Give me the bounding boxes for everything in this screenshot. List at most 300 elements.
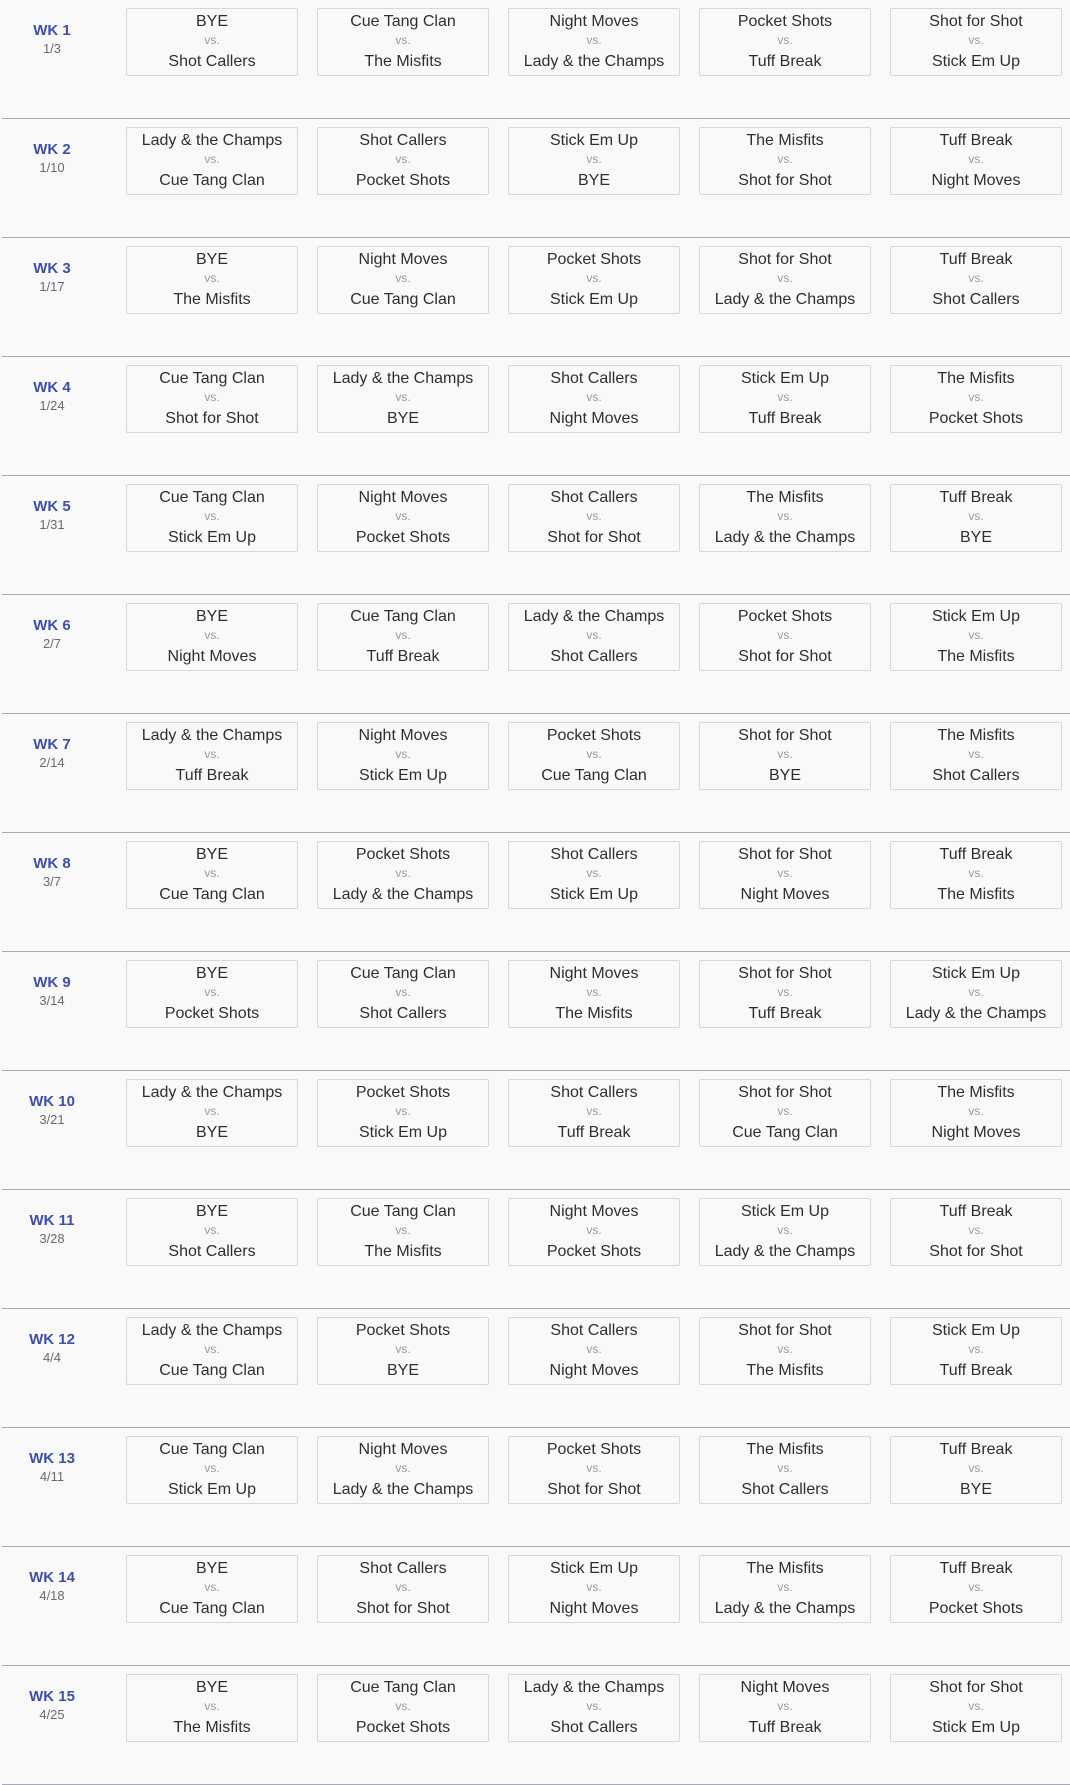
away-team: Pocket Shots — [355, 1719, 451, 1736]
match-card — [508, 484, 680, 552]
away-team: The Misfits — [173, 291, 251, 308]
versus-label: vs. — [777, 1580, 793, 1594]
match-card — [317, 1674, 489, 1742]
week-number: WK 6 — [33, 617, 71, 634]
away-team: Tuff Break — [748, 1005, 822, 1022]
away-team: Stick Em Up — [549, 291, 638, 308]
week-date: 1/17 — [39, 279, 65, 294]
week-row — [0, 714, 1070, 833]
home-team: Tuff Break — [939, 489, 1013, 506]
versus-label: vs. — [586, 390, 602, 404]
versus-label: vs. — [968, 985, 984, 999]
home-team: Stick Em Up — [549, 1560, 638, 1577]
match-card — [508, 8, 680, 76]
away-team: Lady & the Champs — [714, 1600, 856, 1617]
versus-label: vs. — [204, 1104, 220, 1118]
match-card — [699, 484, 871, 552]
away-team: Lady & the Champs — [332, 1481, 474, 1498]
week-label — [0, 1428, 104, 1506]
away-team: BYE — [386, 1362, 419, 1379]
versus-label: vs. — [586, 1461, 602, 1475]
match-card — [317, 8, 489, 76]
versus-label: vs. — [968, 628, 984, 642]
home-team: BYE — [195, 846, 228, 863]
match-card — [699, 960, 871, 1028]
home-team: BYE — [195, 608, 228, 625]
away-team: Shot Callers — [932, 291, 1020, 308]
home-team: The Misfits — [746, 132, 824, 149]
away-team: Lady & the Champs — [714, 1243, 856, 1260]
versus-label: vs. — [777, 509, 793, 523]
away-team: Stick Em Up — [931, 1719, 1020, 1736]
versus-label: vs. — [395, 509, 411, 523]
versus-label: vs. — [395, 1104, 411, 1118]
away-team: BYE — [195, 1124, 228, 1141]
week-number: WK 2 — [33, 141, 71, 158]
versus-label: vs. — [968, 1342, 984, 1356]
match-card — [317, 1436, 489, 1504]
match-card — [699, 246, 871, 314]
versus-label: vs. — [586, 1223, 602, 1237]
week-date: 1/31 — [39, 517, 65, 532]
away-team: Shot Callers — [550, 1719, 638, 1736]
match-card — [890, 960, 1062, 1028]
home-team: Pocket Shots — [355, 1322, 451, 1339]
week-label — [0, 1190, 104, 1268]
week-date: 3/21 — [39, 1112, 65, 1127]
week-row — [0, 1309, 1070, 1428]
away-team: Shot Callers — [168, 1243, 256, 1260]
away-team: BYE — [959, 1481, 992, 1498]
versus-label: vs. — [204, 271, 220, 285]
versus-label: vs. — [968, 33, 984, 47]
week-row — [0, 1071, 1070, 1190]
versus-label: vs. — [968, 509, 984, 523]
versus-label: vs. — [395, 628, 411, 642]
match-card — [508, 1079, 680, 1147]
match-card — [317, 722, 489, 790]
match-card — [126, 1079, 298, 1147]
versus-label: vs. — [586, 1580, 602, 1594]
away-team: Tuff Break — [366, 648, 440, 665]
home-team: Cue Tang Clan — [350, 1203, 456, 1220]
versus-label: vs. — [777, 1223, 793, 1237]
away-team: The Misfits — [173, 1719, 251, 1736]
home-team: The Misfits — [746, 1560, 824, 1577]
versus-label: vs. — [777, 390, 793, 404]
versus-label: vs. — [777, 1342, 793, 1356]
home-team: Stick Em Up — [740, 1203, 829, 1220]
week-date: 1/10 — [39, 160, 65, 175]
home-team: Night Moves — [549, 13, 639, 30]
match-card — [508, 246, 680, 314]
home-team: Shot for Shot — [929, 1679, 1023, 1696]
home-team: Shot Callers — [550, 370, 638, 387]
away-team: Tuff Break — [557, 1124, 631, 1141]
match-card — [508, 1436, 680, 1504]
home-team: Stick Em Up — [931, 608, 1020, 625]
versus-label: vs. — [777, 271, 793, 285]
away-team: Shot for Shot — [547, 529, 641, 546]
week-number: WK 11 — [29, 1212, 75, 1229]
away-team: Cue Tang Clan — [159, 1362, 265, 1379]
home-team: Night Moves — [740, 1679, 830, 1696]
week-date: 3/7 — [42, 874, 62, 889]
home-team: Lady & the Champs — [523, 608, 665, 625]
away-team: Shot Callers — [741, 1481, 829, 1498]
home-team: Cue Tang Clan — [159, 370, 265, 387]
week-label — [0, 714, 104, 792]
week-label — [0, 1309, 104, 1387]
week-date: 3/28 — [39, 1231, 65, 1246]
match-card — [508, 960, 680, 1028]
week-row — [0, 238, 1070, 357]
week-row — [0, 1666, 1070, 1785]
match-card — [890, 1079, 1062, 1147]
week-number: WK 10 — [29, 1093, 75, 1110]
away-team: Pocket Shots — [546, 1243, 642, 1260]
home-team: Night Moves — [358, 251, 448, 268]
versus-label: vs. — [395, 1342, 411, 1356]
match-card — [508, 841, 680, 909]
week-date: 4/11 — [39, 1469, 65, 1484]
match-card — [126, 1198, 298, 1266]
match-card — [126, 365, 298, 433]
versus-label: vs. — [586, 152, 602, 166]
home-team: Tuff Break — [939, 846, 1013, 863]
home-team: Cue Tang Clan — [159, 489, 265, 506]
match-card — [126, 1555, 298, 1623]
home-team: Stick Em Up — [931, 965, 1020, 982]
versus-label: vs. — [586, 866, 602, 880]
match-card — [890, 246, 1062, 314]
home-team: The Misfits — [746, 489, 824, 506]
home-team: Lady & the Champs — [141, 1322, 283, 1339]
away-team: Night Moves — [740, 886, 830, 903]
home-team: Cue Tang Clan — [159, 1441, 265, 1458]
home-team: Pocket Shots — [546, 1441, 642, 1458]
versus-label: vs. — [586, 271, 602, 285]
versus-label: vs. — [395, 1461, 411, 1475]
versus-label: vs. — [586, 33, 602, 47]
versus-label: vs. — [395, 152, 411, 166]
week-label — [0, 1666, 104, 1744]
match-card — [126, 1317, 298, 1385]
match-card — [890, 603, 1062, 671]
match-card — [890, 722, 1062, 790]
versus-label: vs. — [777, 152, 793, 166]
home-team: Pocket Shots — [737, 13, 833, 30]
away-team: Cue Tang Clan — [159, 1600, 265, 1617]
week-number: WK 4 — [33, 379, 71, 396]
home-team: Shot Callers — [550, 1084, 638, 1101]
week-number: WK 8 — [33, 855, 71, 872]
home-team: Shot Callers — [359, 132, 447, 149]
versus-label: vs. — [777, 1104, 793, 1118]
away-team: Cue Tang Clan — [159, 172, 265, 189]
versus-label: vs. — [204, 628, 220, 642]
versus-label: vs. — [968, 1580, 984, 1594]
versus-label: vs. — [395, 271, 411, 285]
home-team: Cue Tang Clan — [350, 13, 456, 30]
match-card — [699, 722, 871, 790]
versus-label: vs. — [204, 390, 220, 404]
home-team: Tuff Break — [939, 251, 1013, 268]
week-row — [0, 1547, 1070, 1666]
week-number: WK 12 — [29, 1331, 75, 1348]
away-team: Shot Callers — [550, 648, 638, 665]
week-number: WK 9 — [33, 974, 71, 991]
home-team: Shot for Shot — [738, 727, 832, 744]
away-team: Shot for Shot — [738, 648, 832, 665]
home-team: Pocket Shots — [546, 727, 642, 744]
home-team: The Misfits — [746, 1441, 824, 1458]
away-team: Night Moves — [549, 1362, 639, 1379]
week-date: 4/4 — [42, 1350, 62, 1365]
match-card — [317, 1555, 489, 1623]
versus-label: vs. — [968, 1223, 984, 1237]
away-team: Shot for Shot — [738, 172, 832, 189]
versus-label: vs. — [395, 390, 411, 404]
versus-label: vs. — [586, 1104, 602, 1118]
home-team: Shot Callers — [550, 489, 638, 506]
home-team: Cue Tang Clan — [350, 1679, 456, 1696]
home-team: Shot for Shot — [738, 965, 832, 982]
week-row — [0, 476, 1070, 595]
match-card — [699, 1555, 871, 1623]
versus-label: vs. — [204, 866, 220, 880]
week-row — [0, 357, 1070, 476]
home-team: Pocket Shots — [355, 1084, 451, 1101]
away-team: Cue Tang Clan — [350, 291, 456, 308]
home-team: Tuff Break — [939, 1441, 1013, 1458]
versus-label: vs. — [968, 152, 984, 166]
match-card — [508, 1555, 680, 1623]
versus-label: vs. — [395, 866, 411, 880]
match-card — [126, 1674, 298, 1742]
versus-label: vs. — [204, 152, 220, 166]
versus-label: vs. — [777, 1461, 793, 1475]
versus-label: vs. — [204, 1580, 220, 1594]
week-number: WK 14 — [29, 1569, 75, 1586]
versus-label: vs. — [204, 1461, 220, 1475]
away-team: Pocket Shots — [164, 1005, 260, 1022]
away-team: Lady & the Champs — [332, 886, 474, 903]
match-card — [699, 127, 871, 195]
away-team: Pocket Shots — [928, 1600, 1024, 1617]
away-team: Pocket Shots — [928, 410, 1024, 427]
match-card — [126, 722, 298, 790]
away-team: Night Moves — [549, 410, 639, 427]
match-card — [317, 603, 489, 671]
match-card — [699, 1079, 871, 1147]
match-card — [890, 127, 1062, 195]
versus-label: vs. — [395, 1699, 411, 1713]
away-team: Pocket Shots — [355, 529, 451, 546]
away-team: Lady & the Champs — [523, 53, 665, 70]
week-number: WK 15 — [29, 1688, 75, 1705]
match-card — [508, 1674, 680, 1742]
versus-label: vs. — [204, 1699, 220, 1713]
week-label — [0, 119, 104, 197]
home-team: Night Moves — [358, 1441, 448, 1458]
match-card — [890, 841, 1062, 909]
versus-label: vs. — [586, 628, 602, 642]
match-card — [699, 1674, 871, 1742]
away-team: Night Moves — [167, 648, 257, 665]
away-team: Shot for Shot — [929, 1243, 1023, 1260]
versus-label: vs. — [395, 33, 411, 47]
home-team: Shot Callers — [550, 846, 638, 863]
week-number: WK 5 — [33, 498, 71, 515]
away-team: Lady & the Champs — [905, 1005, 1047, 1022]
home-team: Night Moves — [549, 1203, 639, 1220]
away-team: BYE — [768, 767, 801, 784]
week-label — [0, 238, 104, 316]
match-card — [890, 1436, 1062, 1504]
home-team: Pocket Shots — [546, 251, 642, 268]
versus-label: vs. — [777, 628, 793, 642]
home-team: Night Moves — [358, 489, 448, 506]
home-team: Stick Em Up — [931, 1322, 1020, 1339]
match-card — [890, 484, 1062, 552]
home-team: The Misfits — [937, 1084, 1015, 1101]
versus-label: vs. — [586, 1699, 602, 1713]
match-card — [508, 722, 680, 790]
versus-label: vs. — [586, 747, 602, 761]
versus-label: vs. — [586, 1342, 602, 1356]
away-team: Pocket Shots — [355, 172, 451, 189]
home-team: Shot for Shot — [738, 251, 832, 268]
away-team: The Misfits — [746, 1362, 824, 1379]
week-label — [0, 1071, 104, 1149]
home-team: The Misfits — [937, 370, 1015, 387]
match-card — [126, 484, 298, 552]
away-team: Lady & the Champs — [714, 529, 856, 546]
match-card — [126, 841, 298, 909]
home-team: BYE — [195, 965, 228, 982]
versus-label: vs. — [204, 1342, 220, 1356]
match-card — [699, 603, 871, 671]
week-number: WK 13 — [29, 1450, 75, 1467]
away-team: Shot Callers — [359, 1005, 447, 1022]
match-card — [126, 1436, 298, 1504]
away-team: Shot for Shot — [165, 410, 259, 427]
home-team: Shot Callers — [550, 1322, 638, 1339]
match-card — [317, 841, 489, 909]
versus-label: vs. — [968, 1104, 984, 1118]
versus-label: vs. — [586, 985, 602, 999]
away-team: Tuff Break — [748, 1719, 822, 1736]
home-team: Tuff Break — [939, 132, 1013, 149]
match-card — [317, 127, 489, 195]
match-card — [699, 841, 871, 909]
away-team: Stick Em Up — [549, 886, 638, 903]
home-team: Shot for Shot — [929, 13, 1023, 30]
away-team: Tuff Break — [175, 767, 249, 784]
away-team: Cue Tang Clan — [732, 1124, 838, 1141]
away-team: The Misfits — [364, 53, 442, 70]
match-card — [890, 1198, 1062, 1266]
versus-label: vs. — [204, 747, 220, 761]
away-team: BYE — [386, 410, 419, 427]
match-card — [890, 1555, 1062, 1623]
away-team: Shot for Shot — [356, 1600, 450, 1617]
versus-label: vs. — [395, 1580, 411, 1594]
match-card — [508, 127, 680, 195]
home-team: Lady & the Champs — [523, 1679, 665, 1696]
away-team: Stick Em Up — [931, 53, 1020, 70]
home-team: BYE — [195, 1560, 228, 1577]
match-card — [317, 1317, 489, 1385]
versus-label: vs. — [586, 509, 602, 523]
match-card — [699, 8, 871, 76]
away-team: Tuff Break — [748, 53, 822, 70]
away-team: The Misfits — [937, 886, 1015, 903]
home-team: Cue Tang Clan — [350, 608, 456, 625]
away-team: Shot Callers — [168, 53, 256, 70]
week-number: WK 3 — [33, 260, 71, 277]
away-team: The Misfits — [937, 648, 1015, 665]
match-card — [126, 960, 298, 1028]
away-team: Cue Tang Clan — [159, 886, 265, 903]
home-team: BYE — [195, 1679, 228, 1696]
week-date: 4/18 — [39, 1588, 65, 1603]
week-row — [0, 1190, 1070, 1309]
home-team: Stick Em Up — [549, 132, 638, 149]
home-team: Cue Tang Clan — [350, 965, 456, 982]
match-card — [508, 1317, 680, 1385]
match-card — [699, 1436, 871, 1504]
home-team: Shot for Shot — [738, 1084, 832, 1101]
versus-label: vs. — [204, 985, 220, 999]
week-number: WK 7 — [33, 736, 71, 753]
match-card — [317, 960, 489, 1028]
match-card — [126, 603, 298, 671]
week-date: 1/3 — [42, 41, 62, 56]
match-card — [890, 1674, 1062, 1742]
week-label — [0, 952, 104, 1030]
home-team: Tuff Break — [939, 1203, 1013, 1220]
versus-label: vs. — [968, 1699, 984, 1713]
versus-label: vs. — [968, 390, 984, 404]
home-team: Tuff Break — [939, 1560, 1013, 1577]
match-card — [699, 365, 871, 433]
week-label — [0, 1547, 104, 1625]
versus-label: vs. — [395, 985, 411, 999]
match-card — [508, 603, 680, 671]
week-row — [0, 952, 1070, 1071]
week-date: 2/7 — [42, 636, 62, 651]
match-card — [126, 246, 298, 314]
away-team: The Misfits — [555, 1005, 633, 1022]
away-team: Tuff Break — [939, 1362, 1013, 1379]
home-team: Shot Callers — [359, 1560, 447, 1577]
versus-label: vs. — [204, 509, 220, 523]
week-row — [0, 119, 1070, 238]
away-team: Night Moves — [931, 1124, 1021, 1141]
away-team: Stick Em Up — [167, 529, 256, 546]
week-label — [0, 0, 104, 78]
home-team: Shot for Shot — [738, 1322, 832, 1339]
week-label — [0, 595, 104, 673]
away-team: Tuff Break — [748, 410, 822, 427]
away-team: BYE — [959, 529, 992, 546]
match-card — [317, 484, 489, 552]
versus-label: vs. — [204, 33, 220, 47]
versus-label: vs. — [204, 1223, 220, 1237]
versus-label: vs. — [777, 985, 793, 999]
